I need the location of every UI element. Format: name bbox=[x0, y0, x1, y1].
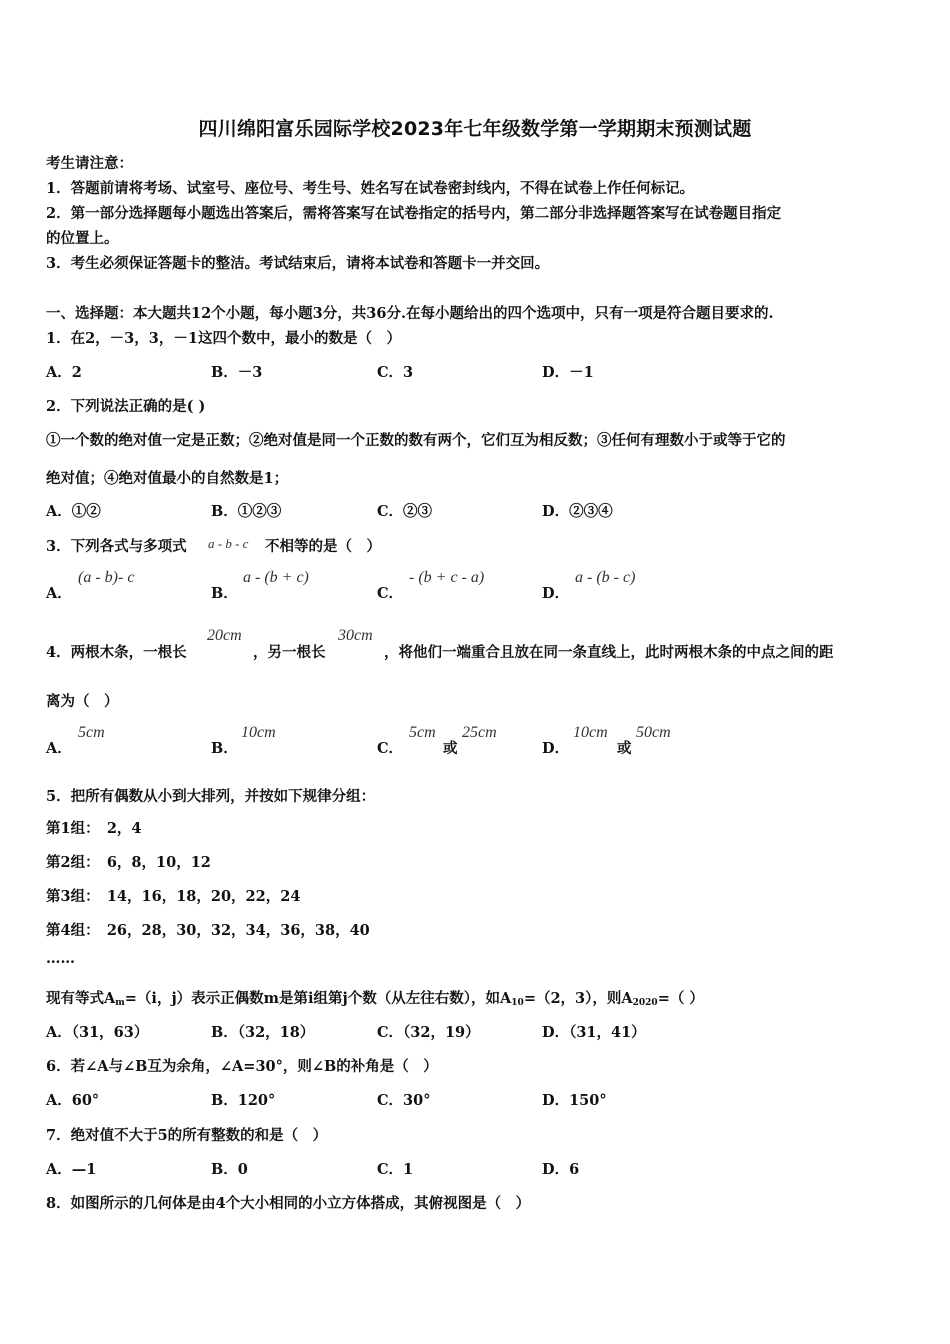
q3-option-b-expr[interactable]: a - (b + c) bbox=[243, 569, 309, 586]
q3-option-d-label[interactable]: D． bbox=[542, 585, 570, 602]
q1-option-d[interactable]: D．－1 bbox=[542, 364, 594, 381]
page-title: 四川绵阳富乐园际学校2023年七年级数学第一学期期末预测试题 bbox=[198, 118, 752, 140]
q2-option-d[interactable]: D．②③④ bbox=[542, 503, 613, 520]
notice-item-2: 2．第一部分选择题每小题选出答案后，需将答案写在试卷指定的括号内，第二部分非选择题答案写在试卷题目指定 bbox=[46, 205, 782, 222]
q5-group-3: 第3组： 14，16，18，20，22，24 bbox=[46, 888, 301, 905]
q3-stem-post: 不相等的是（ ） bbox=[265, 538, 381, 555]
q6-option-c[interactable]: C．30° bbox=[377, 1092, 431, 1109]
q2-option-a[interactable]: A．①② bbox=[46, 503, 101, 520]
q7-option-a[interactable]: A．—1 bbox=[46, 1161, 97, 1178]
q4-stem-3: ，将他们一端重合且放在同一条直线上，此时两根木条的中点之间的距 bbox=[384, 644, 834, 661]
notice-item-3: 3．考生必须保证答题卡的整洁。考试结束后，请将本试卷和答题卡一并交回。 bbox=[46, 255, 550, 272]
q4-stem-1: 4．两根木条，一根长 bbox=[46, 644, 187, 661]
q5-stem: 5．把所有偶数从小到大排列，并按如下规律分组： bbox=[46, 788, 376, 805]
q4-stem-4: 离为（ ） bbox=[46, 693, 119, 710]
q5-group-1: 第1组： 2，4 bbox=[46, 820, 142, 837]
notice-heading: 考生请注意： bbox=[46, 155, 133, 172]
q3-option-c-expr[interactable]: - (b + c - a) bbox=[409, 569, 485, 586]
q3-option-a-expr[interactable]: (a - b)- c bbox=[78, 569, 135, 586]
q5-group-2: 第2组： 6，8，10，12 bbox=[46, 854, 211, 871]
q5-option-b[interactable]: B．（32，18） bbox=[211, 1024, 315, 1041]
q5-option-a[interactable]: A．（31，63） bbox=[46, 1024, 149, 1041]
q1-option-c[interactable]: C．3 bbox=[377, 364, 414, 381]
q2-statements-1: ①一个数的绝对值一定是正数；②绝对值是同一个正数的数有两个，它们互为相反数；③任何有理数小于或等于它的 bbox=[46, 432, 786, 449]
q2-option-b[interactable]: B．①②③ bbox=[211, 503, 282, 520]
q4-option-c-label[interactable]: C． bbox=[377, 740, 404, 757]
q1-option-a[interactable]: A．2 bbox=[46, 364, 82, 381]
q6-option-a[interactable]: A．60° bbox=[46, 1092, 100, 1109]
q8-stem: 8．如图所示的几何体是由4个大小相同的小立方体搭成，其俯视图是（ ） bbox=[46, 1195, 531, 1212]
q4-option-d-or: 或 bbox=[617, 740, 632, 757]
q5-option-c[interactable]: C．（32，19） bbox=[377, 1024, 480, 1041]
q1-option-b[interactable]: B．－3 bbox=[211, 364, 263, 381]
q7-option-c[interactable]: C．1 bbox=[377, 1161, 414, 1178]
q2-option-c[interactable]: C．②③ bbox=[377, 503, 433, 520]
q5-option-d[interactable]: D．（31，41） bbox=[542, 1024, 646, 1041]
q5-ellipsis: …… bbox=[46, 950, 75, 967]
q3-stem-pre: 3．下列各式与多项式 bbox=[46, 538, 187, 555]
q4-option-d-value-1[interactable]: 10cm bbox=[573, 724, 608, 741]
notice-item-2-cont: 的位置上。 bbox=[46, 230, 119, 247]
q7-option-d[interactable]: D．6 bbox=[542, 1161, 580, 1178]
q4-length-2: 30cm bbox=[338, 627, 373, 644]
q2-statements-2: 绝对值；④绝对值最小的自然数是1； bbox=[46, 470, 289, 487]
q5-question: 现有等式$A_m=(i$，j）表示正偶数m是第i组第j个数（从左往右数），如$A_{10}=(2$，3），则$A_{2020}=$（ ） bbox=[46, 990, 704, 1008]
q4-length-1: 20cm bbox=[207, 627, 242, 644]
q6-stem: 6．若∠A与∠B互为余角，∠A=30°，则∠B的补角是（ ） bbox=[46, 1058, 438, 1075]
q6-option-b[interactable]: B．120° bbox=[211, 1092, 276, 1109]
q4-option-c-or: 或 bbox=[443, 740, 458, 757]
q4-option-c-value-1[interactable]: 5cm bbox=[409, 724, 436, 741]
q1-stem: 1．在2，－3，3，－1这四个数中，最小的数是（ ） bbox=[46, 330, 401, 347]
q4-option-b-label[interactable]: B． bbox=[211, 740, 238, 757]
q7-stem: 7．绝对值不大于5的所有整数的和是（ ） bbox=[46, 1127, 328, 1144]
q4-option-c-value-2[interactable]: 25cm bbox=[462, 724, 497, 741]
q3-stem-math: a - b - c bbox=[208, 536, 249, 551]
notice-item-1: 1．答题前请将考场、试室号、座位号、考生号、姓名写在试卷密封线内，不得在试卷上作任何标记。 bbox=[46, 180, 695, 197]
q4-option-d-value-2[interactable]: 50cm bbox=[636, 724, 671, 741]
q3-option-d-expr[interactable]: a - (b - c) bbox=[575, 569, 636, 586]
q4-option-b-value[interactable]: 10cm bbox=[241, 724, 276, 741]
q4-option-a-label[interactable]: A． bbox=[46, 740, 72, 757]
q6-option-d[interactable]: D．150° bbox=[542, 1092, 607, 1109]
q4-stem-2: ，另一根长 bbox=[253, 644, 326, 661]
q2-stem: 2．下列说法正确的是( ) bbox=[46, 398, 206, 415]
q4-option-a-value[interactable]: 5cm bbox=[78, 724, 105, 741]
section-heading: 一、选择题：本大题共12个小题，每小题3分，共36分.在每小题给出的四个选项中，只有一项是符合题目要求的. bbox=[46, 305, 774, 322]
q3-option-b-label[interactable]: B． bbox=[211, 585, 238, 602]
q7-option-b[interactable]: B．0 bbox=[211, 1161, 248, 1178]
q5-group-4: 第4组： 26，28，30，32，34，36，38，40 bbox=[46, 922, 370, 939]
q3-option-c-label[interactable]: C． bbox=[377, 585, 404, 602]
q4-option-d-label[interactable]: D． bbox=[542, 740, 570, 757]
q3-option-a-label[interactable]: A． bbox=[46, 585, 72, 602]
